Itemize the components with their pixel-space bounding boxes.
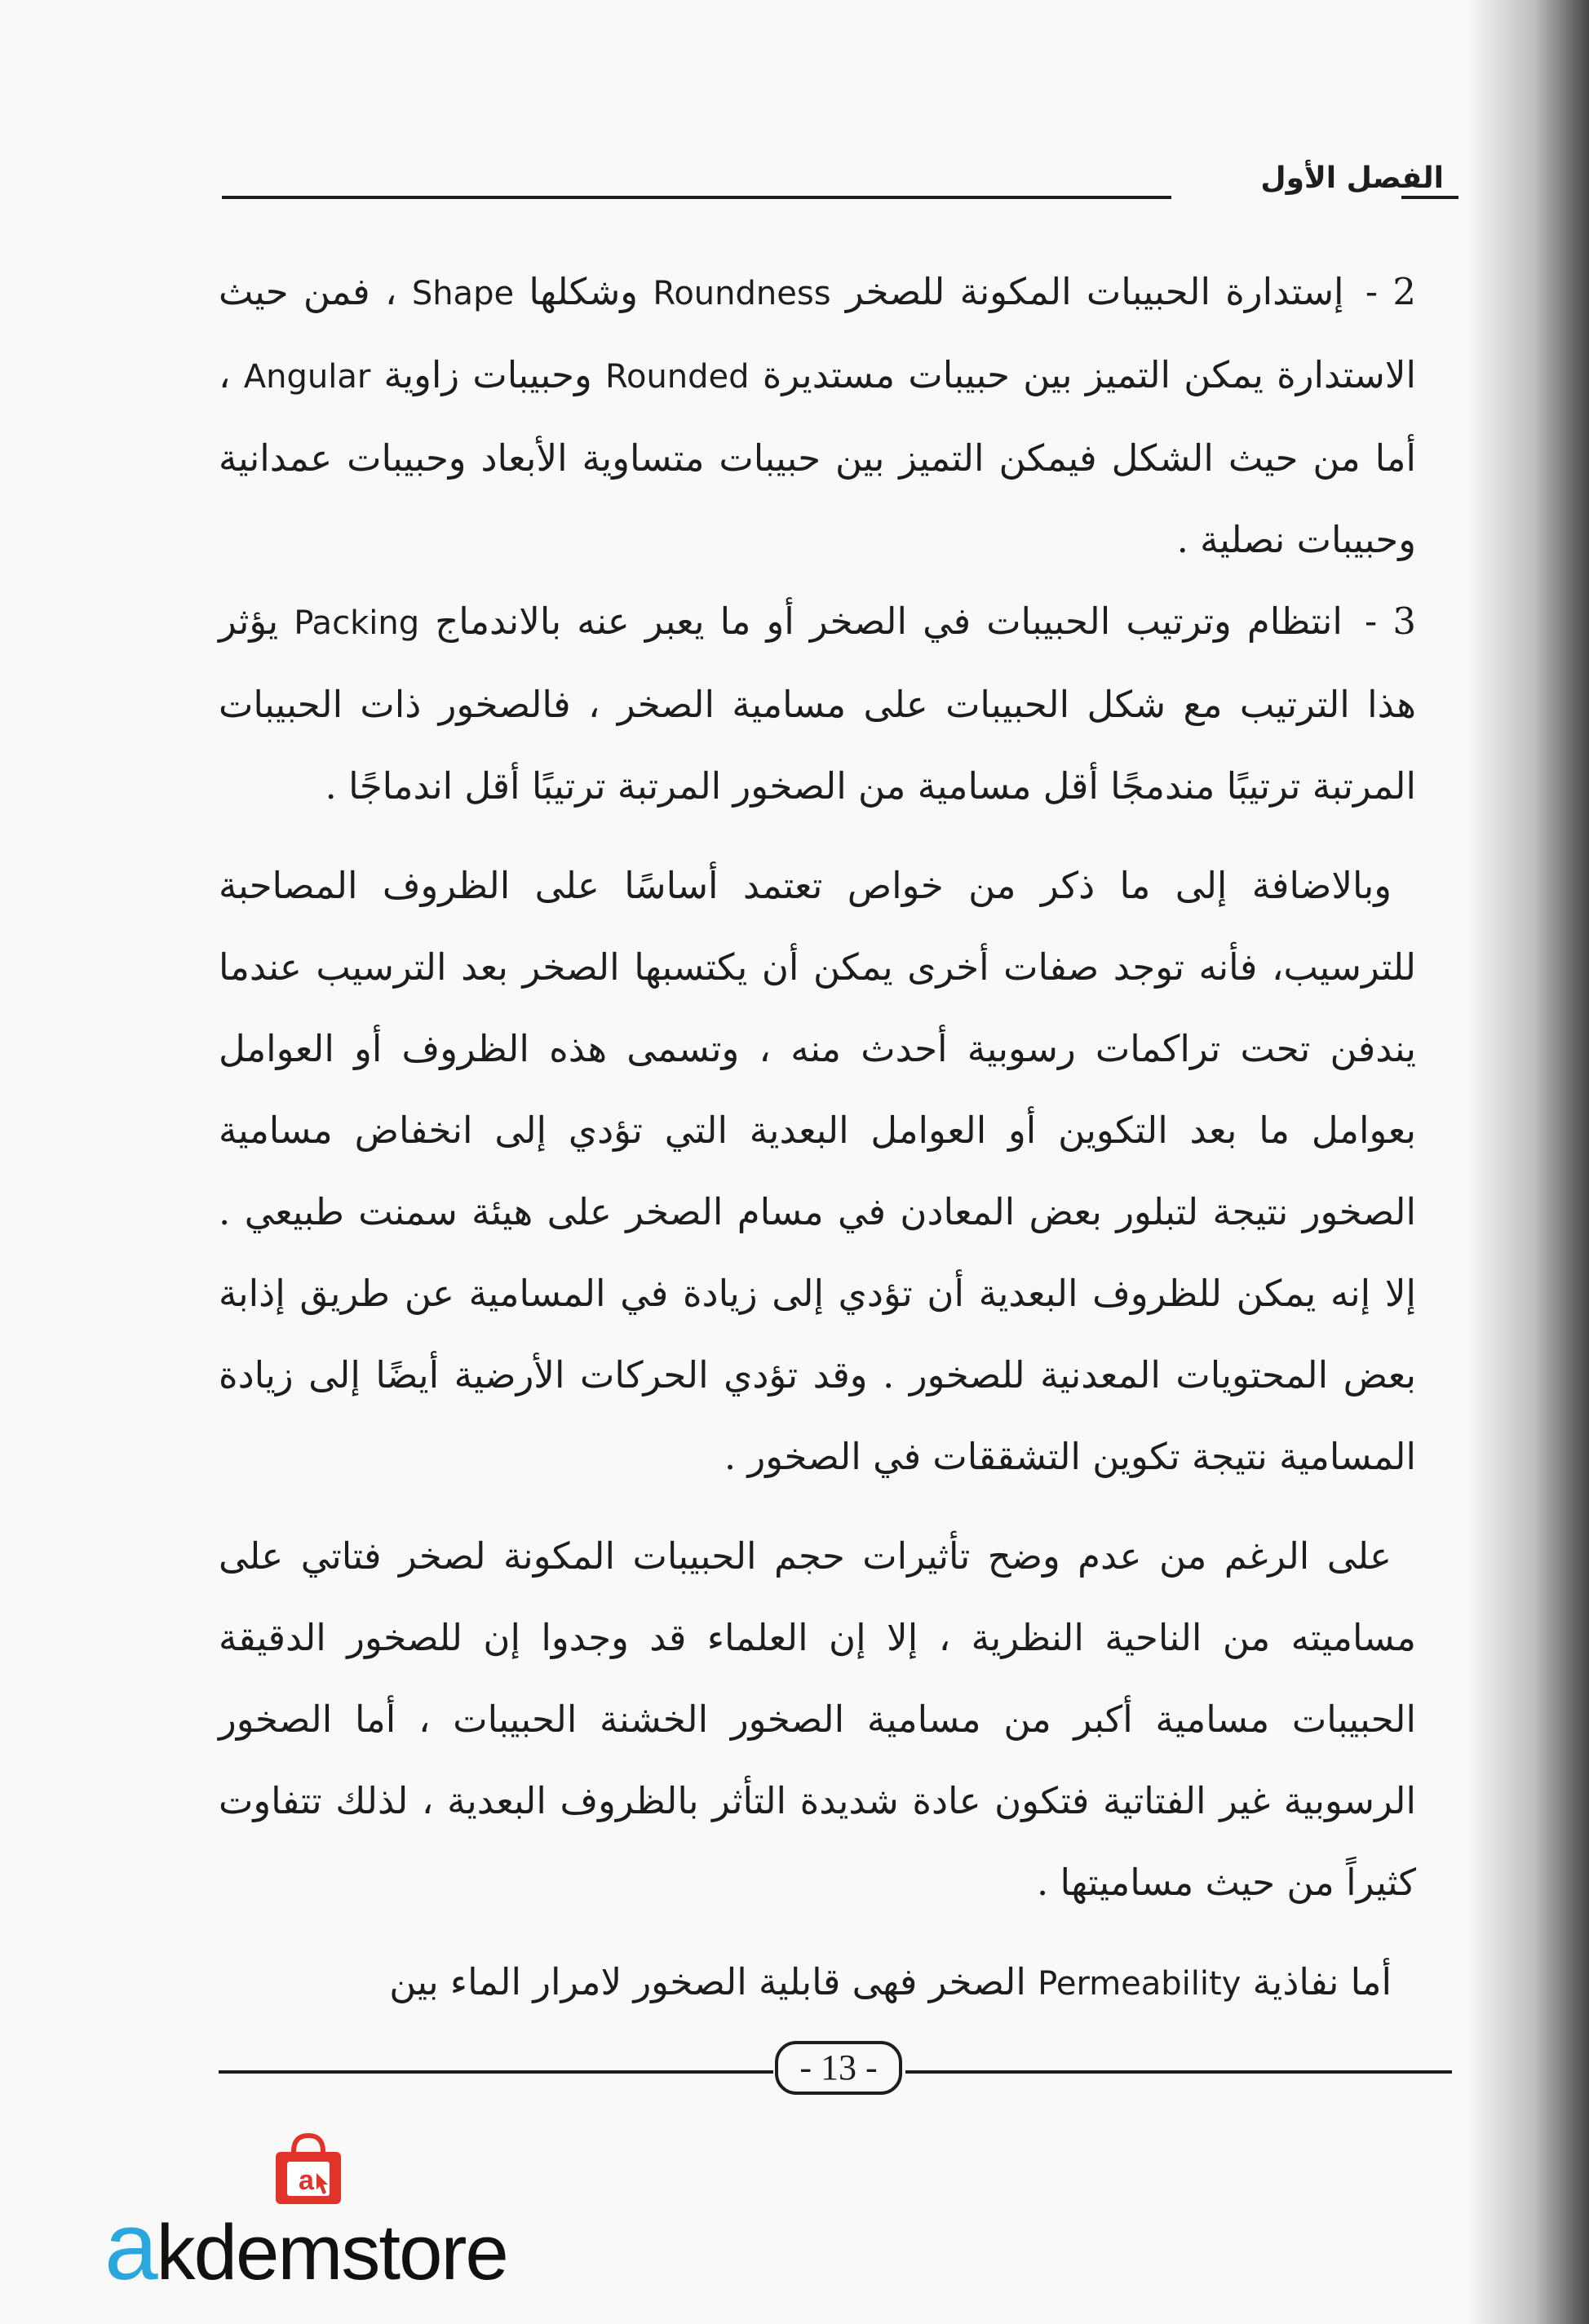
list-item-number: 2 -: [1365, 270, 1416, 313]
list-item-3: [219, 581, 1416, 827]
text-run: وحبيبات زاوية: [370, 353, 605, 396]
paragraph: [219, 845, 1416, 1498]
list-item-2: [219, 251, 1416, 581]
text-run: على الرغم من عدم وضح تأثيرات حجم الحبيبات المكونة لصخر فتاتي على مساميته من الناحية النظرية ، إلا إن العلماء قد وجدوا إن للصخور الدقيقة الحبيبات مسامية أكبر من مسامية الصخور الخشنة الحبيبات ، أما الصخور الرسوبية غير الفتاتية فتكون عادة شديدة التأثر بالظروف البعدية ، لذلك تتفاوت كثيراً من حيث مساميتها .: [219, 1534, 1416, 1904]
text-run: انتظام وترتيب الحبيبات في الصخر أو ما يعبر عنه بالاندماج: [419, 600, 1343, 643]
list-item-number: 3 -: [1365, 600, 1416, 643]
text-run: أما نفاذية: [1241, 1960, 1392, 2003]
brand-logo: akdemstore: [104, 2193, 507, 2300]
text-run: ، أما من حيث الشكل فيمكن التميز بين حبيبات متساوية الأبعاد وحبيبات عمدانية وحبيبات نصلية .: [219, 353, 1416, 561]
svg-text:a: a: [299, 2165, 314, 2196]
page-content: [219, 251, 1416, 2025]
page-number: - 13 -: [775, 2041, 902, 2095]
list-item-text: [219, 600, 1416, 808]
latin-term: Shape: [411, 275, 515, 312]
latin-term: Packing: [294, 604, 420, 642]
header-rule: [222, 196, 1171, 199]
text-run: ، فمن حيث الاستدارة يمكن التميز بين حبيبات مستديرة: [219, 270, 1417, 396]
footer-rule: [219, 2070, 773, 2074]
text-run: يؤثر هذا الترتيب مع شكل الحبيبات على مسامية الصخر ، فالصخور ذات الحبيبات المرتبة ترتيبًا مندمجًا أقل مسامية من الصخور المرتبة ترتيبًا أقل اندماجًا .: [219, 600, 1416, 808]
list-item-text: [219, 270, 1416, 561]
header-rule-short: [1401, 196, 1458, 199]
paragraph: [219, 1516, 1416, 1923]
latin-term: Angular: [243, 358, 371, 396]
chapter-title: الفصل الأول: [1260, 162, 1444, 195]
paragraph: [219, 1941, 1416, 2025]
text-run: الصخر فهى قابلية الصخور لامرار الماء بين: [389, 1960, 1038, 2003]
latin-term: Permeability: [1038, 1965, 1242, 2003]
page-edge-shadow: [1467, 0, 1589, 2324]
latin-term: Roundness: [653, 275, 831, 312]
text-run: وبالاضافة إلى ما ذكر من خواص تعتمد أساسًا على الظروف المصاحبة للترسيب، فأنه توجد صفات أخرى يمكن أن يكتسبها الصخر بعد الترسيب عندما يندفن تحت تراكمات رسوبية أحدث منه ، وتسمى هذه الظروف أو العوامل بعوامل ما بعد التكوين أو العوامل البعدية التي تؤدي إلى انخفاض مسامية الصخور نتيجة لتبلور بعض المعادن في مسام الصخر على هيئة سمنت طبيعي . إلا إنه يمكن للظروف البعدية أن تؤدي إلى زيادة في المسامية عن طريق إذابة بعض المحتويات المعدنية للصخور . وقد تؤدي الحركات الأرضية أيضًا إلى زيادة المسامية نتيجة تكوين التشققات في الصخور .: [219, 864, 1416, 1478]
footer-rule: [905, 2070, 1452, 2074]
latin-term: Rounded: [604, 358, 750, 396]
text-run: إستدارة الحبيبات المكونة للصخر: [830, 270, 1344, 313]
text-run: وشكلها: [514, 270, 653, 313]
